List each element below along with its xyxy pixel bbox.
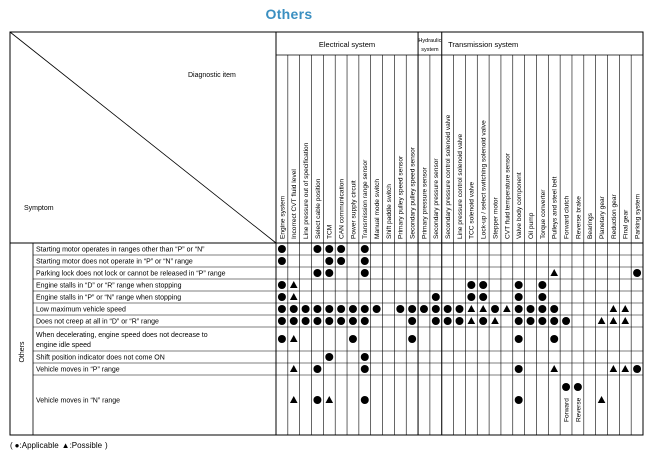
- applicable-mark: [527, 317, 535, 325]
- row-symptom: Parking lock does not lock or cannot be released in “P” range: [36, 270, 226, 278]
- row-symptom: Vehicle moves in “P” range: [36, 366, 120, 374]
- row-symptom: Engine stalls in “P” or “N” range when stopping: [36, 294, 182, 302]
- applicable-mark: [337, 245, 345, 253]
- applicable-mark: [479, 317, 487, 325]
- column-header: Final gear: [622, 209, 630, 239]
- applicable-mark: [479, 293, 487, 301]
- applicable-mark: [278, 305, 286, 313]
- possible-mark: [290, 293, 298, 300]
- table-row: [36, 365, 641, 374]
- applicable-mark: [361, 317, 369, 325]
- applicable-mark: [290, 305, 298, 313]
- applicable-mark: [278, 317, 286, 325]
- possible-mark: [550, 269, 558, 276]
- possible-mark: [621, 317, 629, 324]
- applicable-mark: [515, 365, 523, 373]
- possible-mark: [610, 365, 618, 372]
- table-row: [36, 332, 558, 349]
- applicable-mark: [550, 317, 558, 325]
- page-title: Others: [265, 6, 313, 22]
- row-symptom: Engine stalls in “D” or “R” range when stopping: [36, 282, 182, 290]
- applicable-mark: [396, 305, 404, 313]
- possible-symbol-icon: ▲: [61, 441, 70, 450]
- applicable-mark: [290, 317, 298, 325]
- table-row: [36, 281, 546, 290]
- possible-mark: [290, 365, 298, 372]
- applicable-mark: [337, 257, 345, 265]
- applicable-mark: [349, 317, 357, 325]
- applicable-mark: [562, 383, 570, 391]
- applicable-mark: [361, 257, 369, 265]
- legend-close: ): [105, 441, 108, 450]
- table-row: [36, 305, 629, 314]
- column-header: Transmission range sensor: [362, 159, 370, 239]
- diagnostic-item-label: Diagnostic item: [188, 72, 236, 79]
- applicable-mark: [550, 335, 558, 343]
- applicable-mark: [349, 335, 357, 343]
- applicable-mark: [313, 305, 321, 313]
- applicable-mark: [325, 353, 333, 361]
- applicable-mark: [313, 365, 321, 373]
- legend-open: (: [10, 441, 13, 450]
- applicable-mark: [538, 317, 546, 325]
- column-header: TCC solenoid valve: [468, 181, 476, 239]
- column-header: Shift paddle switch: [385, 184, 393, 239]
- applicable-mark: [408, 335, 416, 343]
- column-header: Engine system: [279, 195, 287, 239]
- applicable-mark: [278, 245, 286, 253]
- group-label-hydraulic-line1: Hydraulic: [418, 38, 442, 44]
- column-header: Secondary pressure control solenoid valve: [445, 114, 453, 239]
- applicable-mark: [278, 335, 286, 343]
- applicable-mark: [361, 305, 369, 313]
- applicable-mark: [302, 317, 310, 325]
- applicable-mark: [633, 269, 641, 277]
- column-header: TCM: [326, 224, 334, 239]
- column-header: Manual mode switch: [374, 178, 382, 239]
- possible-mark: [610, 317, 618, 324]
- row-symptom: Vehicle moves in “N” range: [36, 397, 121, 405]
- possible-mark: [290, 335, 298, 342]
- symptom-header-label: Symptom: [24, 205, 54, 212]
- applicable-mark: [325, 305, 333, 313]
- applicable-mark: [361, 245, 369, 253]
- applicable-mark: [538, 281, 546, 289]
- table-row: [36, 245, 369, 254]
- applicable-mark: [515, 293, 523, 301]
- applicable-mark: [562, 317, 570, 325]
- row-symptom: Starting motor operates in ranges other than “P” or “N”: [36, 246, 205, 254]
- applicable-mark: [456, 305, 464, 313]
- applicable-mark: [313, 396, 321, 404]
- applicable-mark: [444, 305, 452, 313]
- column-header: Secondary pulley speed sensor: [409, 146, 417, 239]
- row-symptom: Does not creep at all in “D” or “R” range: [36, 318, 159, 326]
- column-header: Pulleys and steel belt: [551, 176, 559, 239]
- group-label-hydraulic-line2: system: [421, 47, 439, 53]
- applicable-mark: [313, 245, 321, 253]
- column-header: Bearings: [587, 212, 595, 239]
- applicable-mark: [467, 293, 475, 301]
- applicable-mark: [527, 305, 535, 313]
- applicable-mark: [515, 317, 523, 325]
- legend-applicable: :Applicable: [19, 441, 59, 450]
- applicable-mark: [313, 269, 321, 277]
- applicable-mark: [408, 305, 416, 313]
- possible-mark: [621, 365, 629, 372]
- column-header: Lock-up / select switching solenoid valve: [480, 120, 488, 239]
- applicable-mark: [361, 269, 369, 277]
- applicable-mark: [302, 305, 310, 313]
- applicable-mark: [373, 305, 381, 313]
- possible-mark: [598, 317, 606, 324]
- column-header: Power supply circuit: [350, 180, 358, 239]
- table-row: [36, 353, 369, 362]
- table-row: [36, 257, 369, 266]
- applicable-mark: [467, 281, 475, 289]
- row-symptom: Low maximum vehicle speed: [36, 306, 126, 314]
- applicable-mark: [278, 281, 286, 289]
- applicable-mark: [349, 305, 357, 313]
- table-row: [36, 383, 605, 422]
- possible-mark: [290, 396, 298, 403]
- applicable-mark: [491, 305, 499, 313]
- applicable-mark: [574, 383, 582, 391]
- applicable-mark: [420, 305, 428, 313]
- applicable-mark: [361, 365, 369, 373]
- applicable-mark: [337, 305, 345, 313]
- legend-possible: :Possible: [69, 441, 103, 450]
- applicable-mark: [456, 317, 464, 325]
- applicable-mark: [538, 293, 546, 301]
- applicable-mark: [325, 245, 333, 253]
- column-header: Secondary pressure sensor: [433, 158, 441, 239]
- column-header: Reverse brake: [575, 196, 583, 239]
- table-row: [36, 317, 629, 326]
- column-header: Stepper motor: [492, 197, 500, 239]
- applicable-mark: [444, 317, 452, 325]
- applicable-mark: [432, 305, 440, 313]
- applicable-mark: [325, 257, 333, 265]
- applicable-mark: [479, 281, 487, 289]
- applicable-mark: [515, 396, 523, 404]
- column-header: Forward clutch: [563, 195, 571, 239]
- row-symptom: Starting motor does not operate in “P” or “N” range: [36, 258, 193, 266]
- applicable-mark: [515, 281, 523, 289]
- applicable-mark: [278, 293, 286, 301]
- column-header: Planetary gear: [598, 196, 606, 239]
- legend: [10, 441, 108, 450]
- applicable-mark: [325, 269, 333, 277]
- possible-mark: [468, 305, 476, 312]
- column-header: CAN communication: [338, 178, 346, 239]
- column-header: CVT fluid temperature sensor: [504, 152, 512, 239]
- possible-mark: [468, 317, 476, 324]
- possible-mark: [479, 305, 487, 312]
- applicable-mark: [432, 293, 440, 301]
- column-header: Primary pulley speed sensor: [397, 155, 405, 239]
- column-header: Parking system: [634, 193, 642, 239]
- table-row: [36, 269, 641, 278]
- possible-mark: [621, 305, 629, 312]
- applicable-mark: [408, 317, 416, 325]
- column-header: Primary pressure sensor: [421, 167, 429, 239]
- column-header: Valve body component: [516, 172, 524, 239]
- applicable-mark: [515, 335, 523, 343]
- possible-mark: [325, 396, 333, 403]
- applicable-mark: [515, 305, 523, 313]
- side-group-label: Others: [19, 341, 26, 363]
- possible-mark: [491, 317, 499, 324]
- applicable-mark: [361, 353, 369, 361]
- applicable-mark: [325, 317, 333, 325]
- applicable-mark: [278, 257, 286, 265]
- column-header: Torque converter: [539, 189, 547, 239]
- possible-mark: [598, 396, 606, 403]
- applicable-symbol-icon: ●: [14, 441, 20, 450]
- applicable-mark: [313, 317, 321, 325]
- row-symptom: Shift position indicator does not come ON: [36, 354, 165, 362]
- row-note: Reverse: [575, 397, 583, 422]
- column-header: Oil pump: [527, 212, 535, 239]
- applicable-mark: [633, 365, 641, 373]
- applicable-mark: [538, 305, 546, 313]
- column-header: Line pressure out of specification: [302, 142, 310, 239]
- group-label: Transmission system: [448, 40, 519, 49]
- possible-mark: [550, 365, 558, 372]
- possible-mark: [503, 305, 511, 312]
- applicable-mark: [432, 317, 440, 325]
- row-symptom-line1: When decelerating, engine speed does not decrease to: [36, 332, 208, 339]
- row-symptom-line2: engine idle speed: [36, 342, 91, 349]
- row-note: Forward: [563, 398, 571, 422]
- column-header: Incorrect CVT fluid level: [291, 169, 299, 239]
- group-label: Electrical system: [318, 40, 376, 49]
- applicable-mark: [550, 305, 558, 313]
- column-header: Line pressure control solenoid valve: [456, 133, 464, 239]
- column-header: Reduction gear: [610, 194, 618, 239]
- table-row: [36, 293, 546, 302]
- possible-mark: [610, 305, 618, 312]
- possible-mark: [290, 281, 298, 288]
- applicable-mark: [337, 317, 345, 325]
- applicable-mark: [361, 396, 369, 404]
- column-header: Select cable position: [314, 178, 322, 239]
